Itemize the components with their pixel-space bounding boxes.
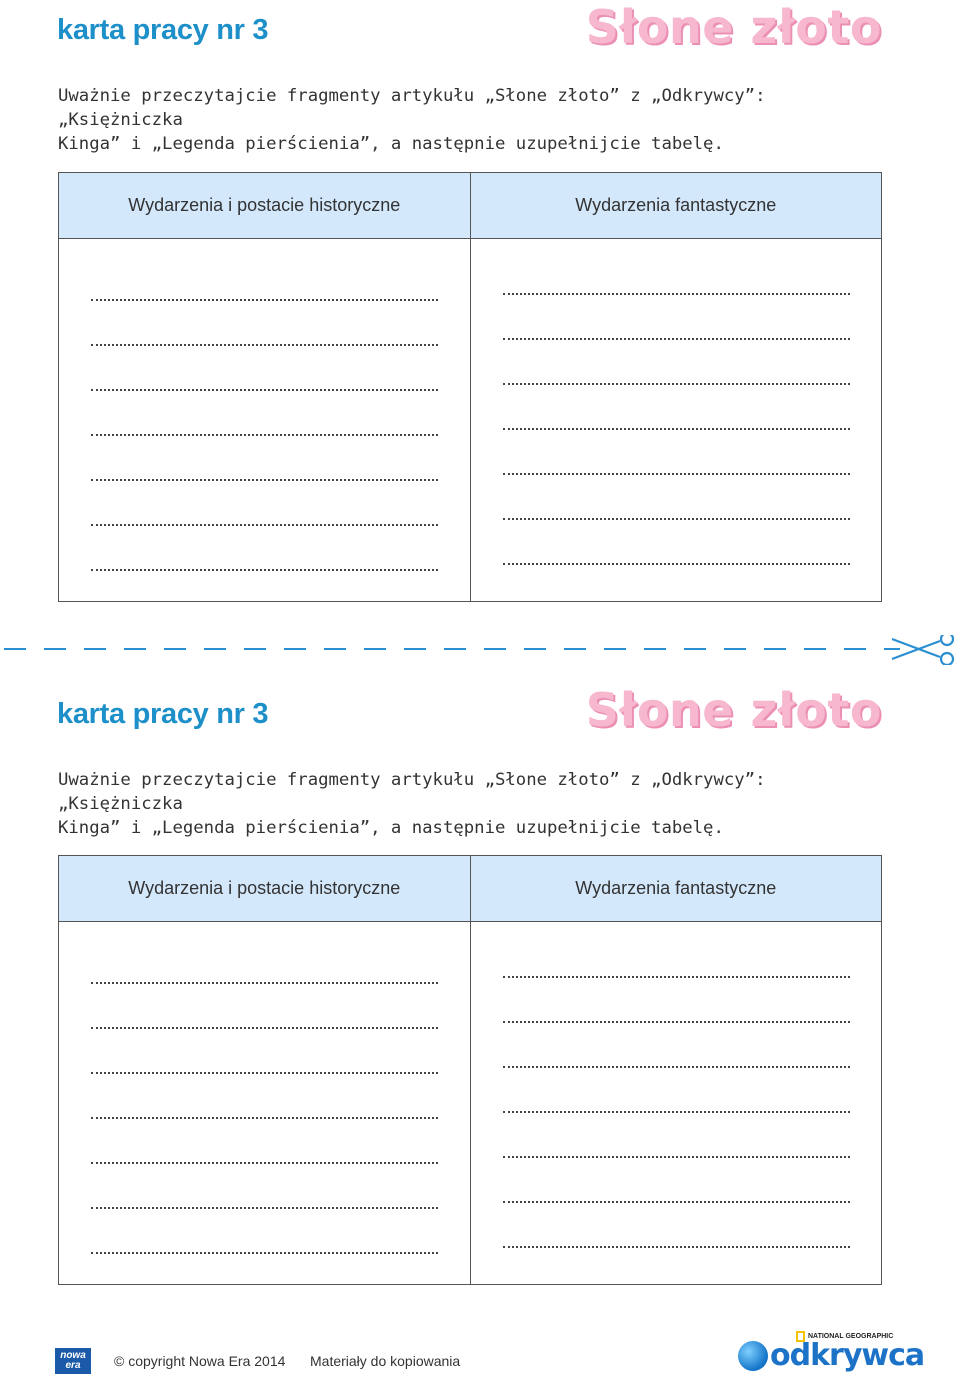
worksheet-table-2 bbox=[58, 855, 882, 1285]
instruction-2 bbox=[58, 768, 898, 840]
logo-title-1: Słone złoto bbox=[585, 0, 882, 54]
answer-line[interactable] bbox=[503, 1066, 850, 1068]
scissors-icon bbox=[892, 635, 953, 665]
answer-line[interactable] bbox=[91, 1252, 438, 1254]
answer-line[interactable] bbox=[91, 479, 438, 481]
answer-line[interactable] bbox=[91, 1207, 438, 1209]
table-body-1 bbox=[59, 239, 881, 601]
instruction-2-line-1: Uważnie przeczytajcie fragmenty artykułu „Słone złoto” z „Odkrywcy”: „Księżniczka bbox=[58, 770, 766, 814]
cut-line bbox=[0, 635, 960, 665]
answer-column-fantastic-2[interactable] bbox=[470, 922, 882, 1284]
header-historical-2: Wydarzenia i postacie historyczne bbox=[128, 878, 401, 898]
answer-line[interactable] bbox=[91, 524, 438, 526]
instruction-2-line-2: Kinga” i „Legenda pierścienia”, a następnie uzupełnijcie tabelę. bbox=[58, 818, 724, 838]
table-header-2 bbox=[59, 856, 881, 922]
instruction-1 bbox=[58, 84, 898, 156]
answer-line[interactable] bbox=[503, 1201, 850, 1203]
answer-line[interactable] bbox=[503, 1246, 850, 1248]
instruction-1-line-2: Kinga” i „Legenda pierścienia”, a następnie uzupełnijcie tabelę. bbox=[58, 134, 724, 154]
sheet-title-1: karta pracy nr 3 bbox=[57, 14, 269, 46]
odkrywca-logo bbox=[738, 1338, 924, 1373]
answer-line[interactable] bbox=[91, 1027, 438, 1029]
answer-line[interactable] bbox=[503, 338, 850, 340]
answer-line[interactable] bbox=[503, 518, 850, 520]
answer-column-fantastic-1[interactable] bbox=[470, 239, 882, 601]
answer-line[interactable] bbox=[503, 563, 850, 565]
answer-line[interactable] bbox=[503, 1021, 850, 1023]
materials-text: Materiały do kopiowania bbox=[310, 1353, 461, 1369]
globe-icon bbox=[738, 1341, 768, 1371]
header-fantastic-1: Wydarzenia fantastyczne bbox=[470, 173, 882, 238]
answer-line[interactable] bbox=[91, 434, 438, 436]
answer-line[interactable] bbox=[91, 982, 438, 984]
answer-line[interactable] bbox=[91, 1162, 438, 1164]
worksheet-table-1 bbox=[58, 172, 882, 602]
answer-line[interactable] bbox=[503, 383, 850, 385]
national-geographic-label: NATIONAL GEOGRAPHIC bbox=[808, 1333, 894, 1340]
table-body-2 bbox=[59, 922, 881, 1284]
answer-column-historical-2[interactable] bbox=[59, 922, 470, 1284]
answer-line[interactable] bbox=[503, 1156, 850, 1158]
answer-line[interactable] bbox=[91, 569, 438, 571]
sheet-title-2: karta pracy nr 3 bbox=[57, 698, 269, 730]
answer-line[interactable] bbox=[91, 1072, 438, 1074]
publisher-logo: nowa era bbox=[55, 1348, 91, 1374]
instruction-1-line-1: Uważnie przeczytajcie fragmenty artykułu „Słone złoto” z „Odkrywcy”: „Księżniczka bbox=[58, 86, 766, 130]
header-fantastic-2: Wydarzenia fantastyczne bbox=[470, 856, 882, 921]
answer-line[interactable] bbox=[503, 473, 850, 475]
answer-column-historical-1[interactable] bbox=[59, 239, 470, 601]
answer-line[interactable] bbox=[503, 1111, 850, 1113]
answer-line[interactable] bbox=[91, 1117, 438, 1119]
answer-line[interactable] bbox=[91, 389, 438, 391]
logo-title-2: Słone złoto bbox=[585, 683, 882, 737]
answer-line[interactable] bbox=[91, 344, 438, 346]
copyright-text: © copyright Nowa Era 2014 bbox=[114, 1353, 286, 1369]
answer-line[interactable] bbox=[503, 976, 850, 978]
odkrywca-wordmark: odkrywca bbox=[770, 1338, 925, 1373]
answer-line[interactable] bbox=[503, 293, 850, 295]
answer-line[interactable] bbox=[91, 299, 438, 301]
table-header-1 bbox=[59, 173, 881, 239]
header-historical-1: Wydarzenia i postacie historyczne bbox=[128, 195, 401, 215]
answer-line[interactable] bbox=[503, 428, 850, 430]
